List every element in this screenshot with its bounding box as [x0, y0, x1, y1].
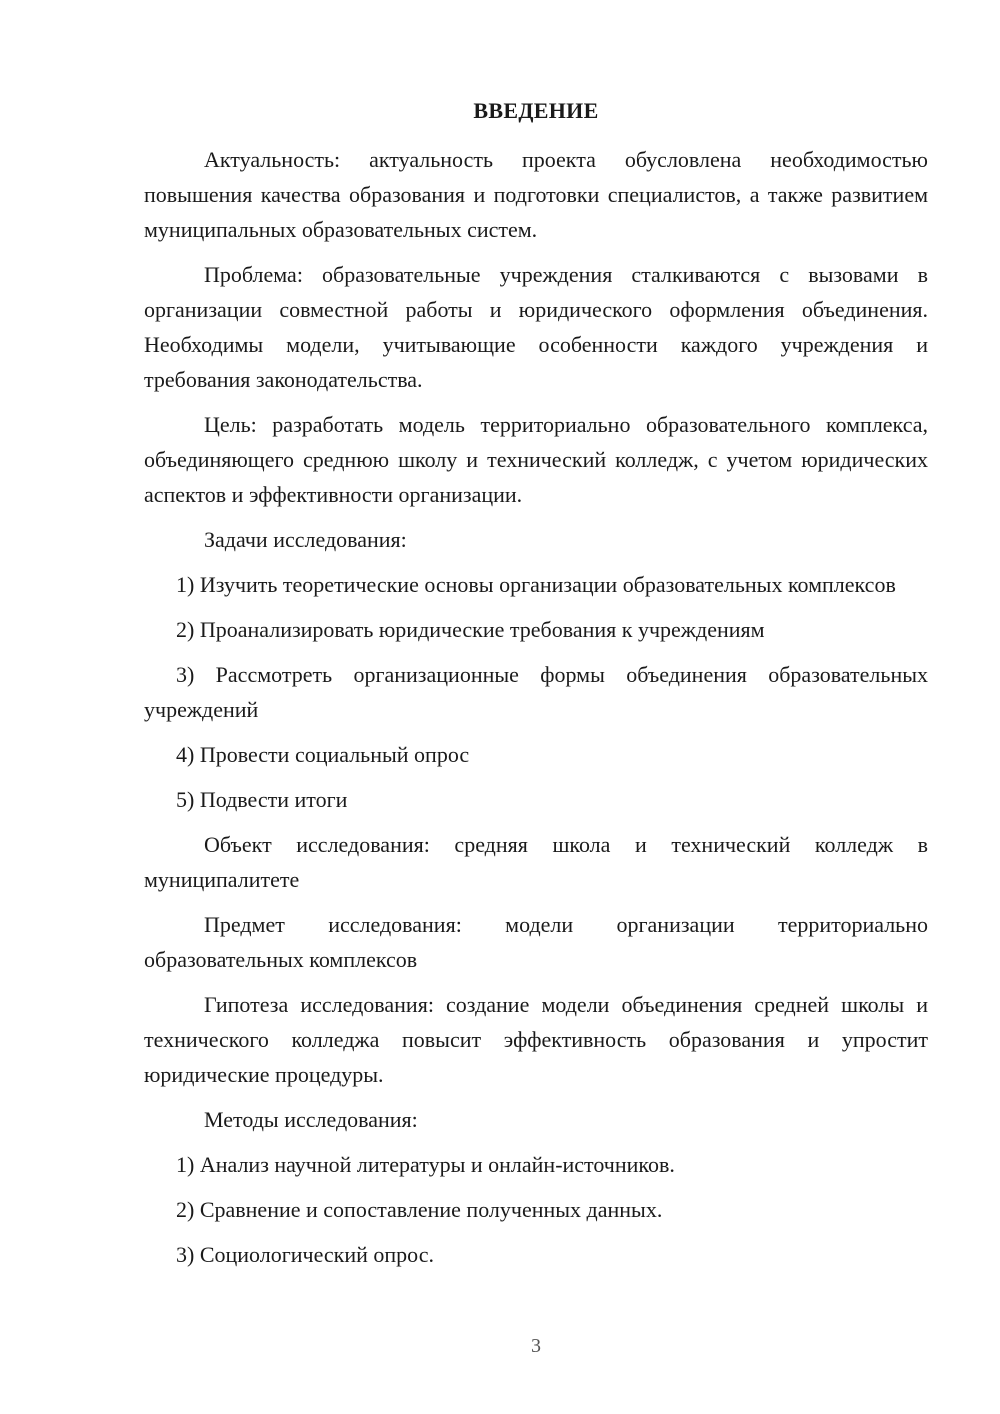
body-text	[144, 142, 928, 1282]
object-paragraph: Объект исследования: средняя школа и технический колледж в муниципалитете	[144, 832, 928, 892]
task-item-5: 5) Подвести итоги	[176, 787, 348, 812]
task-item-2: 2) Проанализировать юридические требования к учреждениям	[176, 617, 765, 642]
hypothesis-paragraph: Гипотеза исследования: создание модели объединения средней школы и технического колледжа повысит эффективность образования и упростит юридические процедуры.	[144, 992, 928, 1087]
task-item-4: 4) Провести социальный опрос	[176, 742, 470, 767]
subject-paragraph: Предмет исследования: модели организации территориально образовательных комплексов	[144, 912, 928, 972]
methods-heading: Методы исследования:	[204, 1107, 418, 1132]
method-item-2: 2) Сравнение и сопоставление полученных данных.	[176, 1197, 663, 1222]
method-item-3: 3) Социологический опрос.	[176, 1242, 434, 1267]
problem-paragraph: Проблема: образовательные учреждения сталкиваются с вызовами в организации совместной работы и юридического оформления объединения. Необходимы модели, учитывающие особенности каждого учреждения и требования законодательства.	[144, 262, 928, 392]
task-item-3: 3) Рассмотреть организационные формы объединения образовательных учреждений	[144, 662, 928, 722]
goal-paragraph: Цель: разработать модель территориально образовательного комплекса, объединяющего среднюю школу и технический колледж, с учетом юридических аспектов и эффективности организации.	[144, 412, 928, 507]
page-number: 3	[531, 1335, 541, 1357]
relevance-paragraph: Актуальность: актуальность проекта обусловлена необходимостью повышения качества образования и подготовки специалистов, а также развитием муниципальных образовательных систем.	[144, 147, 928, 242]
tasks-heading: Задачи исследования:	[204, 527, 407, 552]
method-item-1: 1) Анализ научной литературы и онлайн-источников.	[176, 1152, 675, 1177]
task-item-1: 1) Изучить теоретические основы организации образовательных комплексов	[176, 572, 896, 597]
section-heading: ВВЕДЕНИЕ	[473, 98, 599, 123]
